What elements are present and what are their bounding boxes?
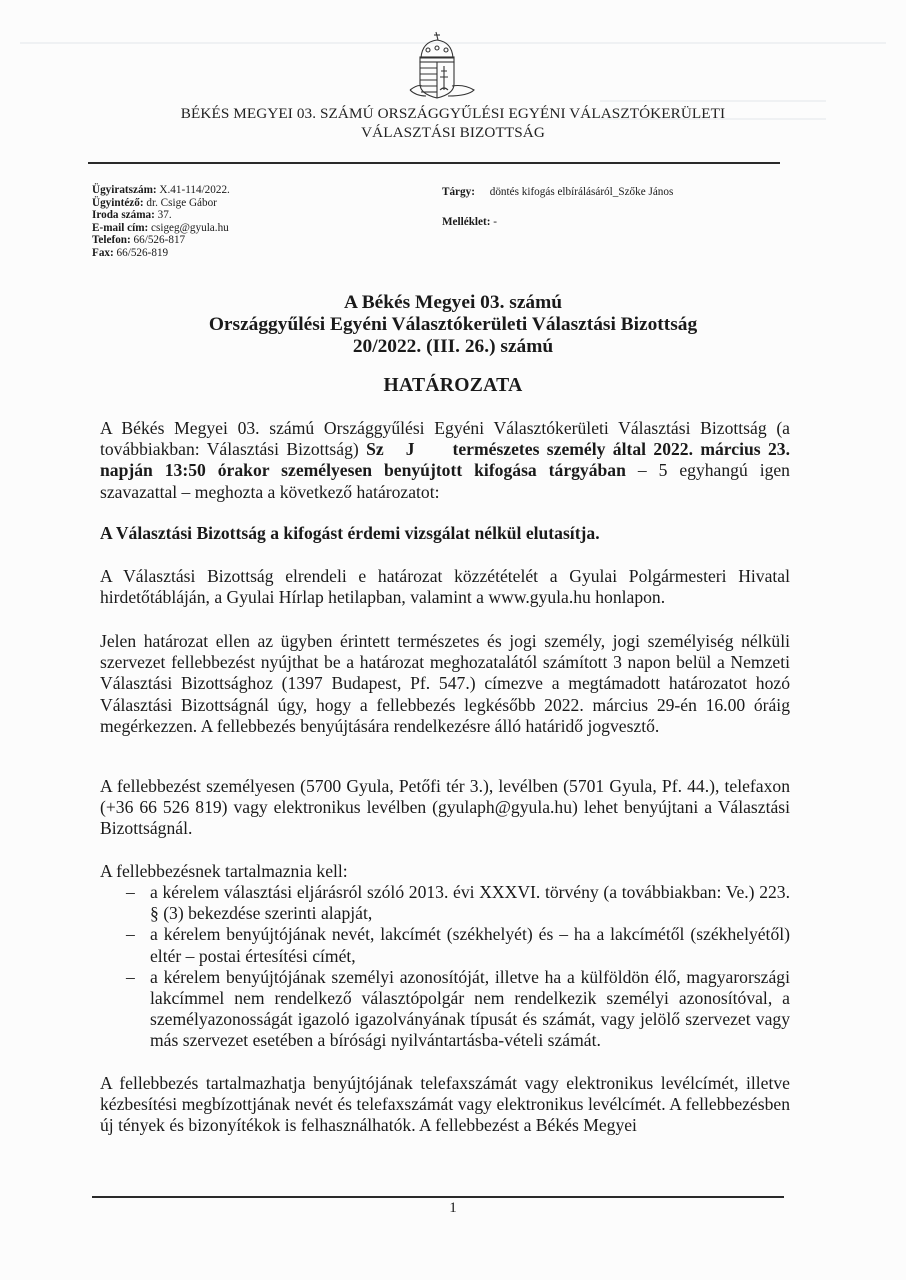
optional-content-paragraph: A fellebbezés tartalmazhatja benyújtójának telefaxszámát vagy elektronikus levélcímét, illetve kézbesítési megbízottjának nevét és telefaxszámát vagy elektronikus levélcímét. A fellebbezésben új tények és bizonyítékok is felhasználhatók. A fellebbezést a Békés Megyei: [100, 1073, 790, 1136]
submission-paragraph: A fellebbezést személyesen (5700 Gyula, Petőfi tér 3.), levélben (5701 Gyula, Pf. 44.), telefaxon (+36 66 526 819) vagy elektronikus levélben (gyulaph@gyula.hu) lehet benyújtani a Választási Bizottságnál.: [100, 776, 790, 839]
case-metadata: [92, 184, 230, 260]
title-line-2: Országgyűlési Egyéni Választókerületi Választási Bizottság: [208, 314, 698, 335]
meta-subject: Tárgy: döntés kifogás elbírálásáról_Szőke János: [442, 186, 674, 198]
dash-bullet-icon: –: [126, 966, 135, 987]
publication-paragraph: A Választási Bizottság elrendeli e határozat közzétételét a Gyulai Polgármesteri Hivatal hirdetőtábláján, a Gyulai Hírlap hetilapban, valamint a www.gyula.hu honlapon.: [100, 566, 790, 608]
issuing-authority: [0, 104, 906, 142]
resolution-title: [0, 292, 906, 358]
decision-statement: A Választási Bizottság a kifogást érdemi vizsgálat nélkül elutasítja.: [100, 523, 600, 543]
org-line-1: BÉKÉS MEGYEI 03. SZÁMÚ ORSZÁGGYŰLÉSI EGYÉNI VÁLASZTÓKERÜLETI: [180, 105, 726, 122]
dash-bullet-icon: –: [126, 924, 135, 945]
meta-fax: Fax: 66/526-819: [92, 246, 169, 259]
list-item: – a kérelem benyújtójának nevét, lakcímét (székhelyét) és – ha a lakcímétől (székhelyétől) eltér – postai értesítési címét,: [126, 924, 790, 966]
meta-office-number: Iroda száma: 37.: [92, 209, 172, 222]
list-item: – a kérelem választási eljárásról szóló 2013. évi XXXVI. törvény (a továbbiakban: Ve.) 223. § (3) bekezdése szerinti alapját,: [126, 882, 790, 924]
page-number: 1: [449, 1200, 457, 1216]
title-line-1: A Békés Megyei 03. számú: [343, 292, 563, 313]
resolution-heading: HATÁROZATA: [383, 375, 523, 396]
redacted-name: [415, 439, 453, 460]
meta-attachment: Melléklet: -: [442, 216, 497, 228]
org-line-2: VÁLASZTÁSI BIZOTTSÁG: [361, 124, 545, 141]
meta-case-officer: Ügyintéző: dr. Csige Gábor: [92, 196, 217, 209]
dash-bullet-icon: –: [126, 882, 135, 902]
scan-show-through: [600, 100, 826, 102]
hungarian-coat-of-arms-icon: [408, 28, 498, 100]
meta-email: E-mail cím: csigeg@gyula.hu: [92, 221, 229, 234]
intro-paragraph: A Békés Megyei 03. számú Országgyűlési Egyéni Választókerületi Választási Bizottság (a továbbiakban: Választási Bizottság) Sz J természetes személy által 2022. március 23. napján 13:50 órakor személyesen benyújtott kifogása tárgyában – 5 egyhangú igen szavazattal – meghozta a következő határozatot:: [100, 418, 790, 502]
meta-phone: Telefon: 66/526-817: [92, 234, 186, 247]
redacted-name: [384, 439, 406, 460]
header-divider: [88, 162, 780, 164]
appeal-paragraph: Jelen határozat ellen az ügyben érintett természetes és jogi személy, jogi személyiség nélküli szervezet fellebbezést nyújthat be a határozat meghozatalától számított 3 napon belül a Nemzeti Választási Bizottsághoz (1397 Budapest, Pf. 547.) címezve a megtámadott határozatot hozó Választási Bizottságnál úgy, hogy a fellebbezés legkésőbb 2022. március 29-én 16.00 óráig megérkezzen. A fellebbezés benyújtására rendelkezésre álló határidő jogvesztő.: [100, 631, 790, 736]
list-item: – a kérelem benyújtójának személyi azonosítóját, illetve ha a külföldön élő, magyarországi lakcímmel nem rendelkező választópolgár nem rendelkezik személyi azonosítóval, a személyazonosságát igazoló igazolványának típusát és számát, vagy jelölő szervezet vagy más szervezet esetében a bírósági nyilvántartásba-vételi számát.: [126, 966, 790, 1051]
meta-file-number: Ügyiratszám: X.41-114/2022.: [92, 184, 230, 196]
footer-divider: [92, 1196, 784, 1198]
must-contain-heading: A fellebbezésnek tartalmaznia kell:: [100, 861, 348, 881]
requirements-list: [100, 882, 790, 1052]
title-line-3: 20/2022. (III. 26.) számú: [352, 336, 554, 357]
